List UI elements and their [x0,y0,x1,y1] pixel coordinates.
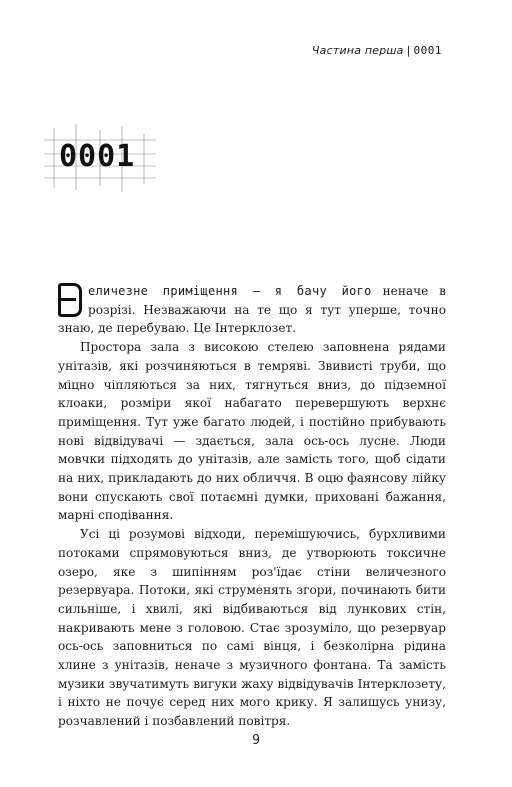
chapter-number: 0001 [59,139,136,174]
paragraph-2: Простора зала з високою стелею заповнена рядами унітазів, які розчиняються в темряві. Звивисті труби, що міцно чіпляються за них, тягнуться вниз, до підземної клоаки, розміри якої набагато перевершують верхнє приміщення. Тут уже багато людей, і постійно прибувають нові відвідувачі — здається, зала ось-ось лусне. Люди мовчки підходять до унітазів, але замість того, щоб сідати на них, прикладають до них обличчя. В оцю фаянсову лійку вони спускають свої потаємні думки, приховані бажання, марні сподівання. [58,340,446,523]
paragraph-3: Усі ці розумові відходи, перемішуючись, бурхливими потоками спрямовуються вниз, де утворюють токсичне озеро, яке з шипінням роз'їдає стіни величезного резервуара. Потоки, які струменять згори, починають бити сильніше, і хвилі, які відбиваються від лункових стін, накривають мене з головою. Стає зрозуміло, що резервуар ось-ось заповниться по самі вінця, і безколірна рідина хлине з унітазів, неначе з музичного фонтана. Та замість музики звучатимуть вигуки жаху відвідувачів Інтерклозету, і ніхто не почує серед них мого крику. Я залишусь унизу, розчавлений і позбавлений повітря. [58,527,446,729]
page-number: 9 [252,733,260,748]
chapter-heading [44,120,164,200]
running-header [312,44,442,57]
lead-in-phrase: еличезне приміщення — я бачу його [88,284,372,298]
header-separator: | [406,44,411,57]
header-part-number: 0001 [413,44,442,57]
dropcap-letter [58,283,84,319]
dropcap-glyph-icon [58,283,82,317]
paragraph-1 [58,282,446,338]
header-part-label: Частина перша [311,44,404,57]
paragraph-1-text: неначе в розрізі. Незважаючи на те що я тут уперше, точно знаю, де перебуваю. Це Інтерклозет. [58,284,446,336]
chapter-body [58,282,446,731]
